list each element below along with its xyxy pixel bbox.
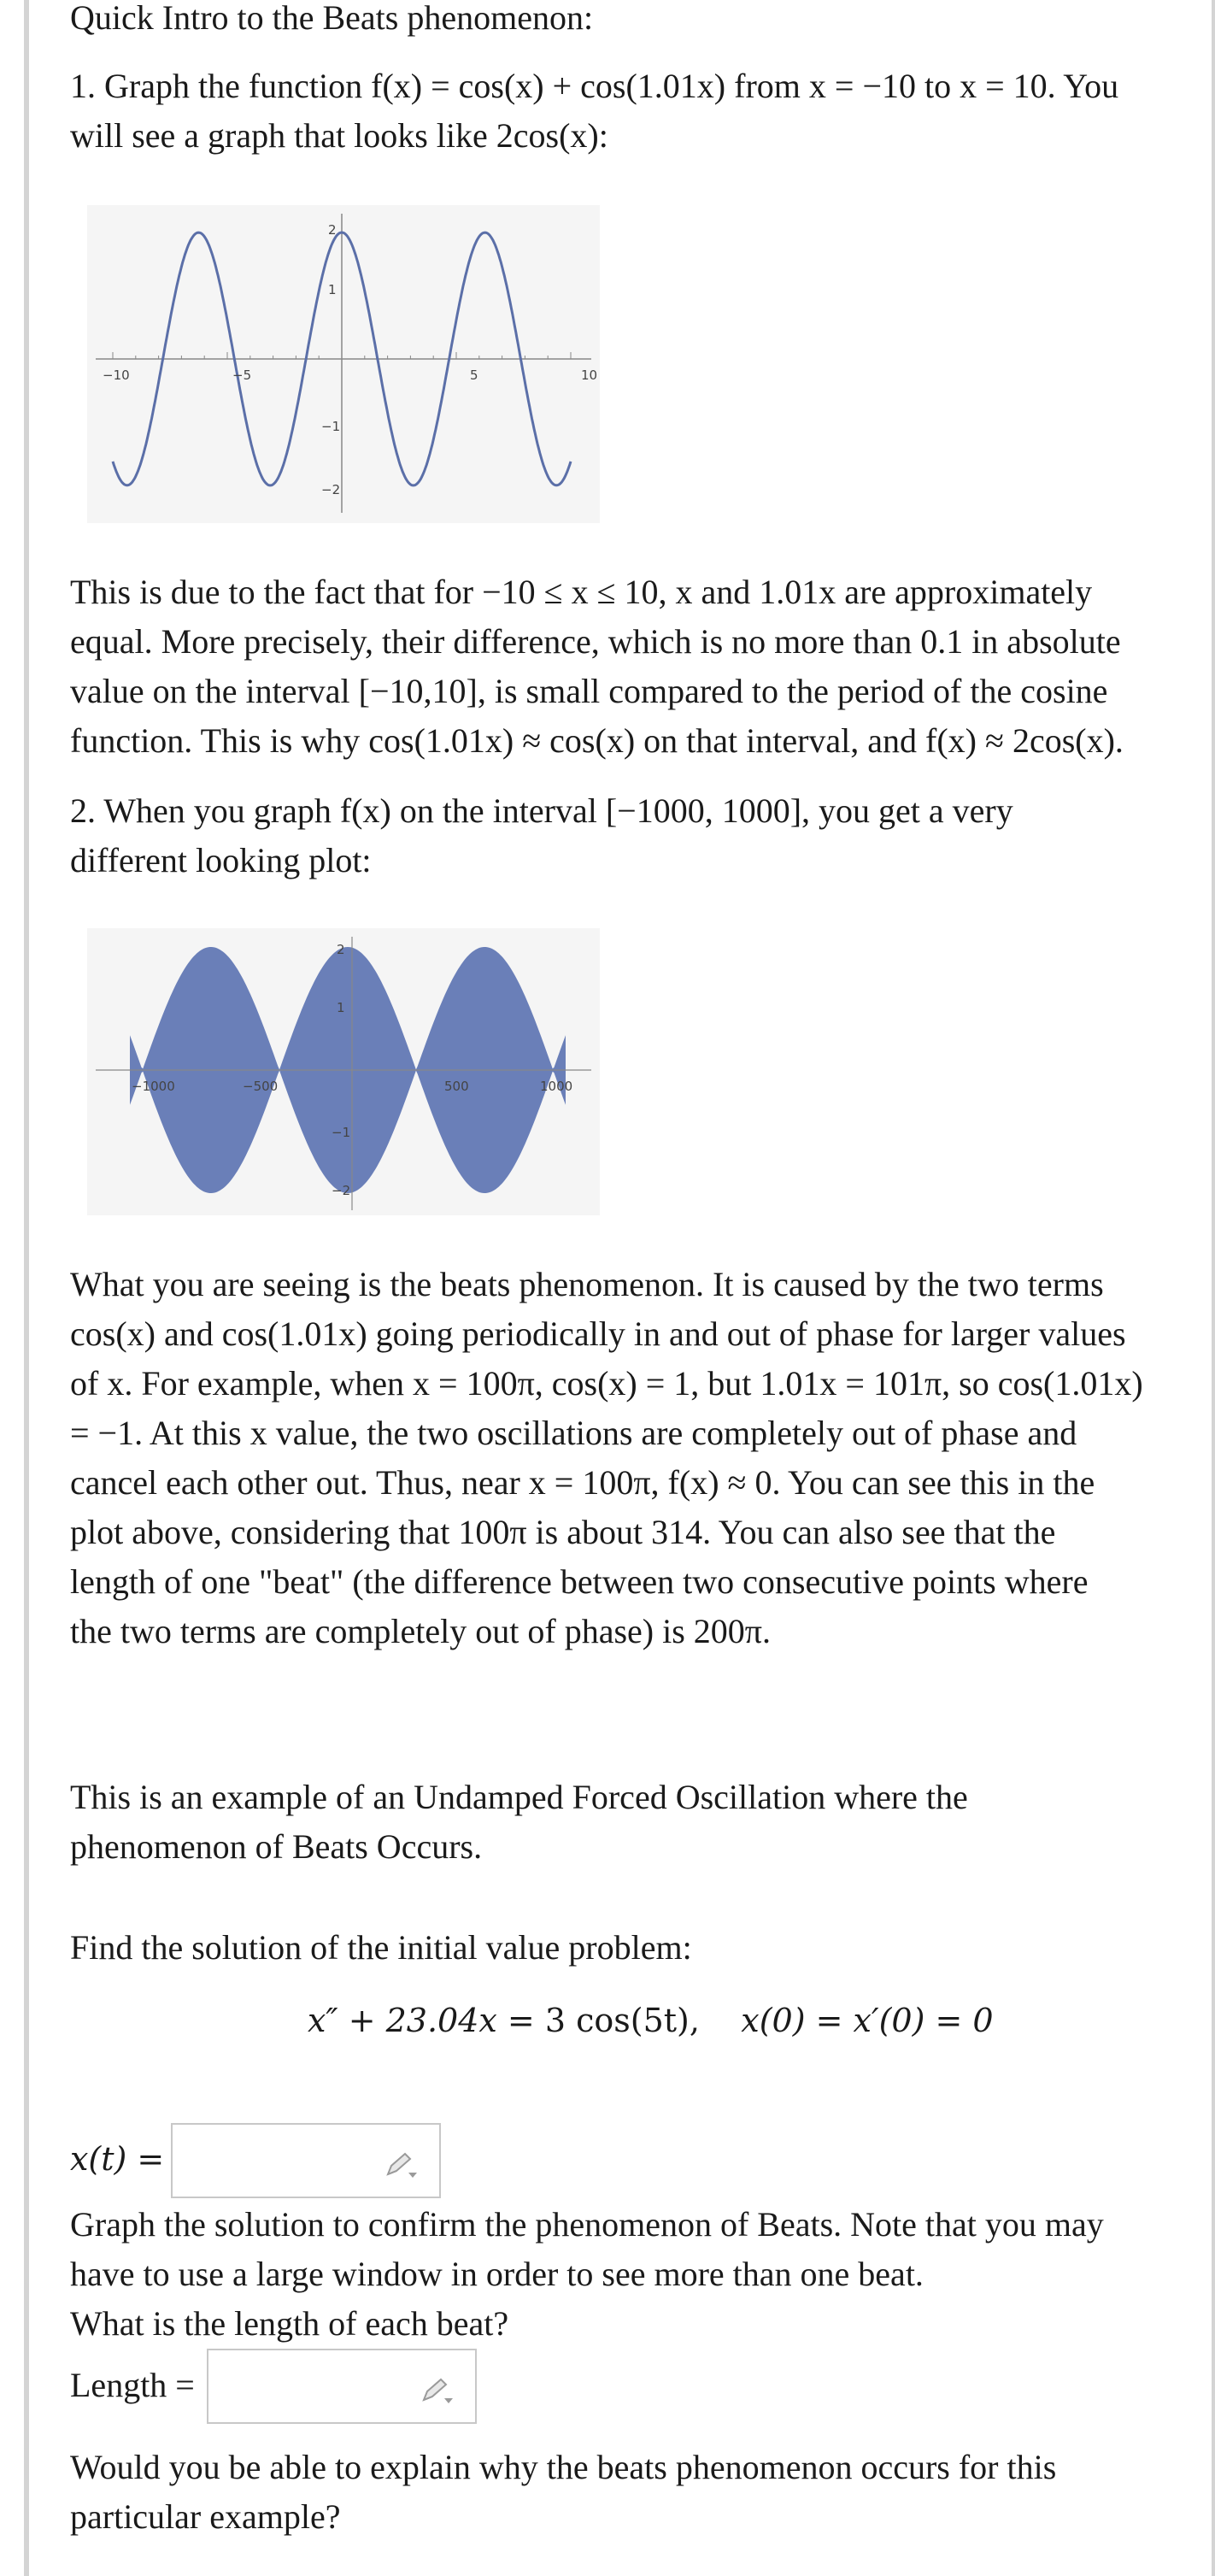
right-border [1212,0,1215,2576]
initial-conditions: x(0) = x′(0) = 0 [741,2002,994,2039]
explanation2-line5: cancel each other out. Thus, near x = 100π, f(x) ≈ 0. You can see this in the [70,1463,1095,1502]
explanation1-line3: value on the interval [−10,10], is small compared to the period of the cosine [70,672,1108,710]
answer-x-label-text: x(t) = [70,2140,165,2178]
explanation1-line2: equal. More precisely, their difference, which is no more than 0.1 in absolute [70,622,1121,661]
x-tick-label: −500 [243,1079,279,1094]
y-tick-label: 1 [328,282,337,297]
x-tick-label: −1000 [132,1079,175,1094]
explanation1-line1: This is due to the fact that for −10 ≤ x ≤ 10, x and 1.01x are approximately [70,573,1093,611]
step1-line2: will see a graph that looks like 2cos(x): [70,116,608,155]
step2-line2: different looking plot: [70,841,372,879]
y-tick-label: 2 [328,222,337,238]
final-question-line1: Would you be able to explain why the beats phenomenon occurs for this [70,2448,1057,2486]
pencil-edit-icon[interactable] [383,2150,424,2184]
example-line1: This is an example of an Undamped Forced Oscillation where the [70,1778,968,1816]
explanation2-line2: cos(x) and cos(1.01x) going periodically in and out of phase for larger values [70,1314,1126,1353]
graph-prompt-line2: have to use a large window in order to see more than one beat. [70,2255,924,2293]
y-tick-label: −1 [332,1125,351,1140]
answer-x-label [70,2140,164,2178]
intro-title: Quick Intro to the Beats phenomenon: [70,0,594,37]
explanation2-line8: the two terms are completely out of phase) is 200π. [70,1612,771,1650]
problem-prompt: Find the solution of the initial value problem: [70,1928,692,1967]
pencil-edit-icon[interactable] [419,2376,460,2409]
y-tick-label: 1 [337,1000,345,1015]
example-line2: phenomenon of Beats Occurs. [70,1827,483,1866]
x-tick-label: 10 [581,368,598,383]
x-tick-label: −5 [232,368,252,383]
equation-lhs: x″ + 23.04x [308,2002,497,2039]
answer-x-input[interactable] [171,2123,441,2198]
y-tick-label: −2 [321,482,341,497]
x-tick-label: 500 [444,1079,469,1094]
x-tick-label: −10 [103,368,130,383]
plot2-svg [87,928,600,1215]
explanation2-line7: length of one "beat" (the difference between two consecutive points where [70,1562,1089,1601]
plot1-ticks [113,352,571,359]
equation-rhs: 3 cos(5t), [544,2002,700,2039]
step2-line1: 2. When you graph f(x) on the interval [−1000, 1000], you get a very [70,791,1013,830]
final-question-line2: particular example? [70,2497,341,2536]
explanation1-line4: function. This is why cos(1.01x) ≈ cos(x) on that interval, and f(x) ≈ 2cos(x). [70,721,1124,760]
x-tick-label: 1000 [540,1079,573,1094]
length-question: What is the length of each beat? [70,2304,509,2343]
y-tick-label: −2 [332,1183,351,1198]
y-tick-label: 2 [337,942,345,957]
equation-equals: = [496,2002,545,2039]
explanation2-line3: of x. For example, when x = 100π, cos(x) = 1, but 1.01x = 101π, so cos(1.01x) [70,1364,1143,1403]
left-border [24,0,29,2576]
graph-prompt-line1: Graph the solution to confirm the phenomenon of Beats. Note that you may [70,2205,1104,2244]
explanation2-line1: What you are seeing is the beats phenomenon. It is caused by the two terms [70,1265,1104,1303]
explanation2-line6: plot above, considering that 100π is about 314. You can also see that the [70,1513,1056,1551]
explanation2-line4: = −1. At this x value, the two oscillations are completely out of phase and [70,1414,1077,1452]
step1-line1: 1. Graph the function f(x) = cos(x) + cos(1.01x) from x = −10 to x = 10. You [70,67,1119,105]
x-tick-label: 5 [470,368,478,383]
y-tick-label: −1 [321,419,341,434]
plot-cos-sum-small [87,205,600,523]
answer-length-label: Length = [70,2366,195,2404]
plot-beats-large [87,928,600,1215]
ode-equation [308,2002,994,2039]
answer-length-input[interactable] [207,2349,477,2424]
plot1-svg [87,205,600,523]
